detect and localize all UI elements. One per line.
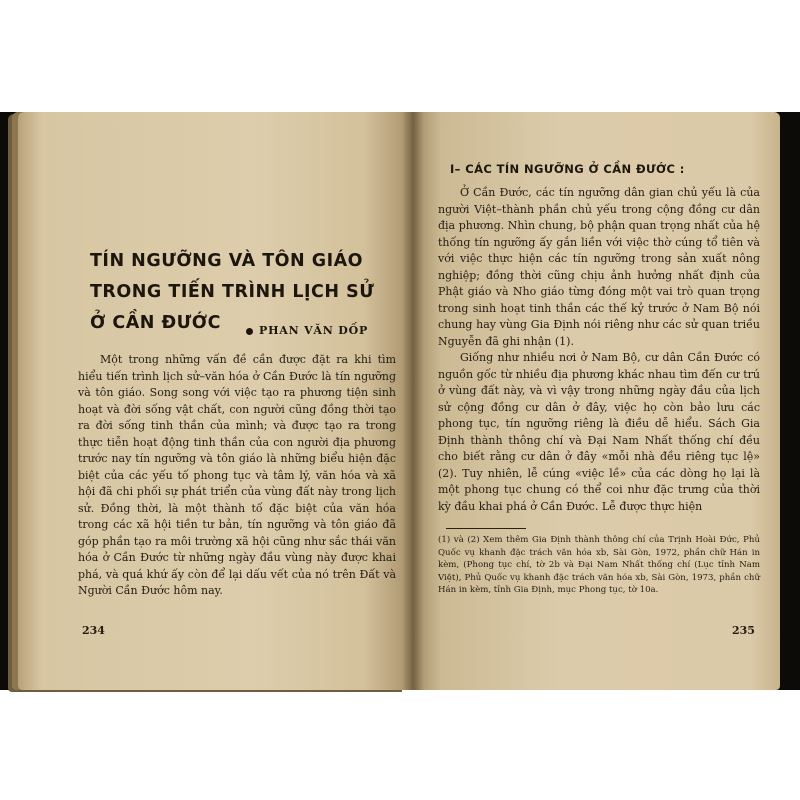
book-gutter xyxy=(402,112,424,690)
chapter-title-line-3: Ở CẦN ĐƯỚC xyxy=(90,313,221,333)
left-page xyxy=(18,112,412,690)
right-paragraph-2: Giống như nhiều nơi ở Nam Bộ, cư dân Cần Đước có nguồn gốc từ nhiều địa phương khác nhau tìm đến cư trú ở vùng đất này, và vì vậy trong những ngày đầu của lịch sử cộng đồng cư dân ở đây, việc họ còn bảo lưu các phong tục, tín ngưỡng riêng là điều dễ hiểu. Sách Gia Định thành thông chí và Đại Nam Nhất thống chí đều cho biết rằng cư dân ở đây «mỗi nhà đều riêng tục lệ» (2). Tuy nhiên, lễ cúng «việc lề» của các dòng họ lại là một phong tục chung có thể coi như đặc trưng của thời kỳ đầu khai phá ở Cần Đước. Lễ được thực hiện xyxy=(438,351,760,513)
bullet-icon xyxy=(246,328,253,335)
chapter-title-line-1: TÍN NGƯỠNG VÀ TÔN GIÁO xyxy=(90,251,364,271)
page-number-right: 235 xyxy=(732,624,755,637)
footnote: (1) và (2) Xem thêm Gia Định thành thông chí của Trịnh Hoài Đức, Phủ Quốc vụ khanh đặc trách văn hóa xb, Sài Gòn, 1972, phần chữ Hán in kèm, (Phong tục chí, tờ 2b và Đại Nam Nhất thống chí (Lục tỉnh Nam Việt), Phủ Quốc vụ khanh đặc trách văn hóa xb, Sài Gòn, 1973, phần chữ Hán in kèm, tỉnh Gia Định, mục Phong tục, tờ 10a. xyxy=(438,535,760,595)
section-heading: I– CÁC TÍN NGƯỠNG Ở CẦN ĐƯỚC : xyxy=(450,162,685,176)
open-book xyxy=(10,112,788,690)
right-body-text xyxy=(438,185,760,515)
author-byline xyxy=(246,324,368,337)
right-page xyxy=(412,112,780,690)
left-paragraph: Một trong những vấn đề cần được đặt ra khi tìm hiểu tiến trình lịch sử–văn hóa ở Cần Đước là tín ngưỡng và tôn giáo. Song song với việc tạo ra phương tiện sinh hoạt và đời sống vật chất, con người cũng đồng thời tạo ra đời sống tinh thần của mình; và được tạo ra trong thực tiễn hoạt động tinh thần của con người địa phương trước nay tín ngưỡng và tôn giáo là những biểu hiện đặc biệt của các yếu tố phong tục và tâm lý, văn hóa và xã hội đã chi phối sự phát triển của vùng đất này trong lịch sử. Đồng thời, là một thành tố đặc biệt của văn hóa trong các xã hội tiền tư bản, tín ngưỡng và tôn giáo đã góp phần tạo ra môi trường xã hội cũng như sắc thái văn hóa ở Cần Đước từ những ngày đầu vùng này được khai phá, và quá khứ ấy còn để lại dấu vết của nó trên Đất và Người Cần Đước hôm nay. xyxy=(78,353,396,597)
footnote-divider xyxy=(446,528,526,529)
author-name: PHAN VĂN DỐP xyxy=(259,324,369,337)
left-body-text xyxy=(78,352,396,600)
right-paragraph-1: Ở Cần Đước, các tín ngưỡng dân gian chủ yếu là của người Việt–thành phần chủ yếu trong cộng đồng cư dân địa phương. Nhìn chung, bộ phận quan trọng nhất của hệ thống tín ngưỡng ấy gắn liền với việc thờ cúng tổ tiên và với việc thực hiện các tín ngưỡng trong sản xuất nông nghiệp; đồng thời cũng chịu ảnh hưởng nhất định của Phật giáo và Nho giáo từng đóng một vai trò quan trọng trong sinh hoạt tinh thần các thế kỷ trước ở Nam Bộ nói chung hay vùng Gia Định nói riêng như các sử quan triều Nguyễn đã ghi nhận (1). xyxy=(438,186,760,348)
chapter-title-line-2: TRONG TIẾN TRÌNH LỊCH SỬ xyxy=(90,282,375,302)
page-number-left: 234 xyxy=(82,624,105,637)
